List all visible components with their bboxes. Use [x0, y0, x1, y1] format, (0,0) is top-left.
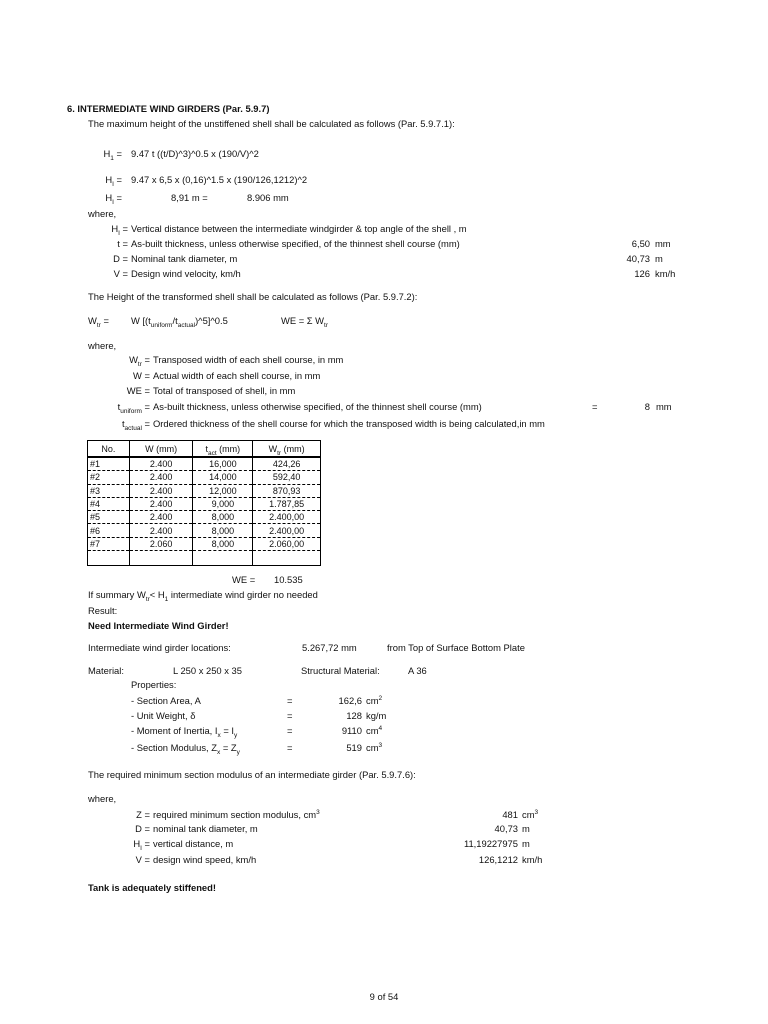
cell-w: 2.400	[129, 524, 193, 537]
def-tactual-description: Ordered thickness of the shell course for which the transposed width is being calculated,in mm	[153, 418, 545, 429]
def-d-value: 40,73	[494, 823, 518, 834]
property-value: 9110	[341, 725, 362, 736]
def4-symbol: V =	[113, 268, 128, 279]
def-tactual-symbol: $t_{actual}$ =	[121, 418, 150, 432]
property-name: - Section Modulus, $Z_x = Z_y$	[131, 742, 240, 756]
cell-no	[88, 551, 130, 566]
h1-substitution-expression: 9.47 x 6,5 x (0,16)^1.5 x (190/126,1212)^2	[131, 174, 308, 185]
table-row	[88, 551, 321, 566]
cell-w: 2.400	[129, 484, 193, 497]
table-row	[88, 484, 321, 497]
cell-wtr: 2.400,00	[253, 524, 321, 537]
structural-material-value: A 36	[408, 665, 427, 676]
table-row	[88, 457, 321, 471]
table-row	[88, 537, 321, 550]
def-hi-value: 11,19227975	[463, 838, 518, 849]
def2-description: As-built thickness, unless otherwise specified, of the thinnest shell course (mm)	[131, 238, 460, 249]
property-equals: =	[287, 710, 293, 721]
def-w-symbol: W =	[133, 370, 150, 381]
property-unit: $cm^3$	[366, 741, 383, 753]
we-total-value: 10.535	[274, 574, 303, 585]
def-d-symbol: D =	[135, 823, 150, 834]
cell-no: #5	[88, 511, 130, 524]
material-label: Material:	[88, 665, 124, 676]
table-row	[88, 497, 321, 510]
location-label: Intermediate wind girder locations:	[88, 642, 231, 653]
cell-no: #6	[88, 524, 130, 537]
def1-symbol: $H_I$ =	[111, 223, 128, 237]
cell-wtr: 424,26	[253, 457, 321, 471]
material-value: L 250 x 250 x 35	[173, 665, 242, 676]
property-name: - Section Area, A	[131, 695, 201, 706]
def3-symbol: D =	[113, 253, 128, 264]
def2-value: 6,50	[631, 238, 650, 249]
cell-no: #7	[88, 537, 130, 550]
property-unit: kg/m	[366, 710, 387, 721]
h1-result-mm: 8.906 mm	[247, 192, 289, 203]
where-label-1: where,	[88, 208, 117, 219]
def-z-unit: $cm^3$	[522, 808, 539, 820]
property-name: - Unit Weight, δ	[131, 710, 196, 721]
cell-no: #2	[88, 471, 130, 484]
property-unit: $cm^2$	[366, 694, 383, 706]
def-z-symbol: Z =	[136, 809, 150, 820]
cell-tact: 14,000	[193, 471, 253, 484]
we-total-label: WE =	[232, 574, 256, 585]
property-value: 519	[346, 742, 362, 753]
zmin-intro: The required minimum section modulus of an intermediate girder (Par. 5.9.7.6):	[88, 769, 416, 780]
h1-formula-symbol: $H_1$ =	[103, 148, 122, 162]
property-unit: $cm^4$	[366, 724, 383, 736]
def2-unit: mm	[655, 238, 671, 249]
property-equals: =	[287, 725, 293, 736]
cell-w	[129, 551, 193, 566]
property-equals: =	[287, 742, 293, 753]
cell-wtr: 592,40	[253, 471, 321, 484]
h1-result-symbol: $H_I$ =	[105, 192, 122, 206]
result-label: Result:	[88, 605, 118, 616]
table-header-row	[88, 441, 321, 458]
def-z-description: required minimum section modulus, $cm^3$	[153, 808, 320, 820]
def-we-symbol: WE =	[126, 385, 150, 396]
def-hi-symbol: $H_I$ =	[133, 838, 150, 852]
cell-wtr: 870,93	[253, 484, 321, 497]
cell-tact: 8,000	[193, 511, 253, 524]
def-wtr-description: Transposed width of each shell course, in mm	[153, 354, 344, 365]
def-tuniform-unit: mm	[656, 401, 672, 412]
cell-no: #1	[88, 457, 130, 471]
section-heading: 6. INTERMEDIATE WIND GIRDERS (Par. 5.9.7)	[67, 103, 270, 114]
def3-description: Nominal tank diameter, m	[131, 253, 238, 264]
def-tuniform-equals: =	[592, 401, 598, 412]
def-d-description: nominal tank diameter, m	[153, 823, 258, 834]
we-formula: WE = Σ $W_{tr}$	[281, 315, 329, 329]
h1-formula-expression: 9.47 t ((t/D)^3)^0.5 x (190/V)^2	[131, 148, 259, 159]
conclusion-text: Tank is adequately stiffened!	[88, 882, 216, 893]
transposed-width-table	[87, 440, 321, 566]
cell-tact	[193, 551, 253, 566]
property-value: 128	[346, 710, 362, 721]
def-z-value: 481	[502, 809, 518, 820]
table-row	[88, 524, 321, 537]
cell-tact: 9,000	[193, 497, 253, 510]
where-label-3: where,	[88, 793, 117, 804]
col-header-no: No.	[88, 441, 130, 458]
cell-no: #3	[88, 484, 130, 497]
def-v-unit: km/h	[522, 854, 543, 865]
cell-tact: 12,000	[193, 484, 253, 497]
def4-unit: km/h	[655, 268, 676, 279]
result-text: Need Intermediate Wind Girder!	[88, 620, 229, 631]
property-name: - Moment of Inertia, $I_x = I_y$	[131, 725, 238, 739]
intro-text: The maximum height of the unstiffened shell shall be calculated as follows (Par. 5.9.7.1):	[88, 118, 455, 129]
cell-tact: 8,000	[193, 537, 253, 550]
col-header-w: W (mm)	[129, 441, 193, 458]
def-v-symbol: V =	[135, 854, 150, 865]
cell-wtr: 2.060,00	[253, 537, 321, 550]
def-hi-unit: m	[522, 838, 530, 849]
def1-description: Vertical distance between the intermediate windgirder & top angle of the shell , m	[131, 223, 467, 234]
def3-unit: m	[655, 253, 663, 264]
def-w-description: Actual width of each shell course, in mm	[153, 370, 321, 381]
def-wtr-symbol: $W_{tr}$ =	[129, 354, 150, 368]
def-v-value: 126,1212	[478, 854, 518, 865]
cell-w: 2.400	[129, 511, 193, 524]
def-hi-description: vertical distance, m	[153, 838, 234, 849]
def4-value: 126	[634, 268, 650, 279]
def-tuniform-symbol: $t_{uniform}$ =	[117, 401, 150, 415]
cell-w: 2.060	[129, 537, 193, 550]
h1-substitution-symbol: $H_I$ =	[105, 174, 122, 188]
def2-symbol: t =	[117, 238, 128, 249]
cell-tact: 16,000	[193, 457, 253, 471]
table-row	[88, 471, 321, 484]
cell-w: 2.400	[129, 471, 193, 484]
location-note: from Top of Surface Bottom Plate	[387, 642, 525, 653]
cell-wtr	[253, 551, 321, 566]
def-we-description: Total of transposed of shell, in mm	[153, 385, 296, 396]
summary-condition: If summary $W_{tr}< H_1$ intermediate wind girder no needed	[88, 589, 318, 603]
cell-w: 2.400	[129, 457, 193, 471]
h1-result-meters: 8,91 m =	[171, 192, 208, 203]
cell-tact: 8,000	[193, 524, 253, 537]
col-header-wtr: $W_{tr}$ (mm)	[253, 441, 321, 458]
def-tuniform-description: As-built thickness, unless otherwise specified, of the thinnest shell course (mm)	[153, 401, 482, 412]
wtr-formula-expression: W $[(t_{uniform}/t_{actual})\^{}5]\^{}0.5$	[131, 315, 228, 329]
def3-value: 40,73	[626, 253, 650, 264]
cell-wtr: 1.787,85	[253, 497, 321, 510]
table-row	[88, 511, 321, 524]
properties-label: Properties:	[131, 679, 177, 690]
property-equals: =	[287, 695, 293, 706]
structural-material-label: Structural Material:	[301, 665, 380, 676]
def-d-unit: m	[522, 823, 530, 834]
wtr-formula-symbol: $W_{tr}$ =	[88, 315, 109, 329]
transformed-intro: The Height of the transformed shell shall be calculated as follows (Par. 5.9.7.2):	[88, 291, 418, 302]
def-v-description: design wind speed, km/h	[153, 854, 257, 865]
where-label-2: where,	[88, 340, 117, 351]
cell-no: #4	[88, 497, 130, 510]
property-value: 162,6	[338, 695, 362, 706]
def-tuniform-value: 8	[644, 401, 650, 412]
col-header-tact: $t_{act}$ (mm)	[193, 441, 253, 458]
cell-wtr: 2.400,00	[253, 511, 321, 524]
location-value: 5.267,72 mm	[302, 642, 357, 653]
page-number: 9 of 54	[369, 991, 399, 1002]
def4-description: Design wind velocity, km/h	[131, 268, 241, 279]
cell-w: 2.400	[129, 497, 193, 510]
